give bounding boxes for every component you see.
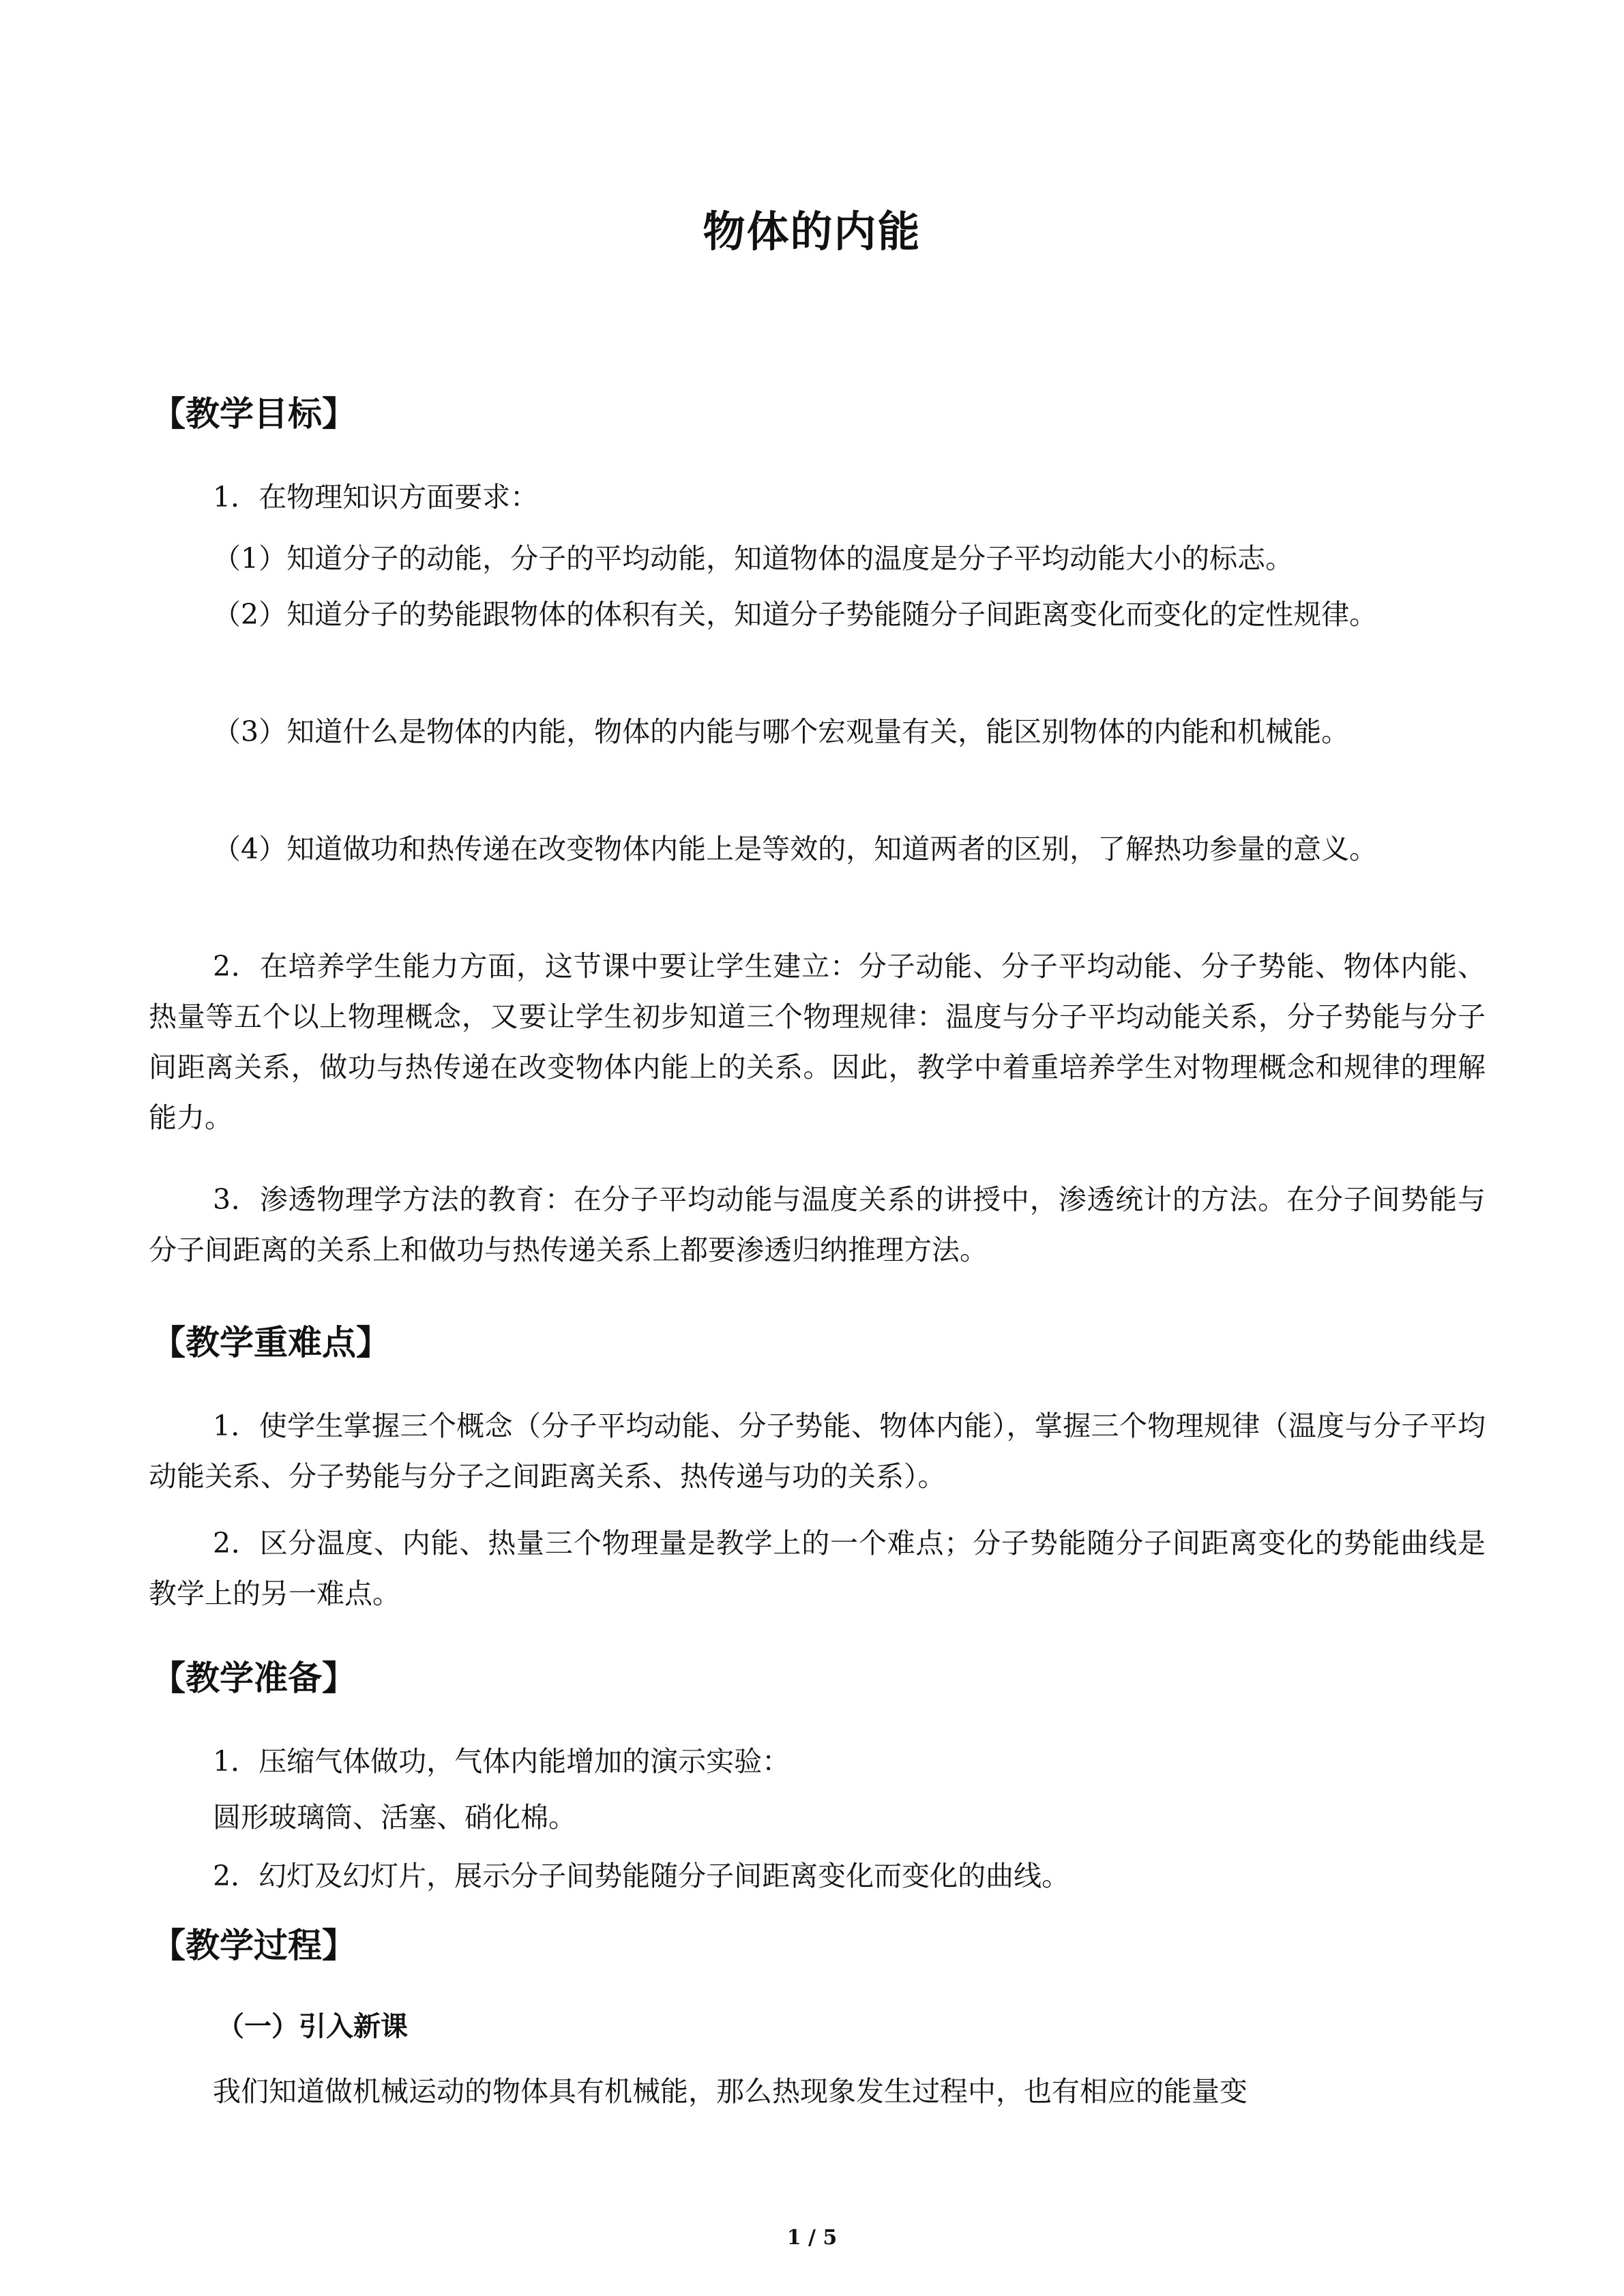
document-title: 物体的内能 [703, 207, 921, 256]
section-heading-key-points: 【教学重难点】 [151, 1323, 390, 1362]
page-number: 1 / 5 [786, 2226, 838, 2250]
objectives-paragraph-1: 1．在物理知识方面要求： [213, 481, 539, 513]
section-heading-objectives: 【教学目标】 [151, 394, 356, 434]
preparation-paragraph-3: 2．幻灯及幻灯片，展示分子间势能随分子间距离变化而变化的曲线。 [213, 1860, 1070, 1892]
objectives-paragraph-2: （1）知道分子的动能，分子的平均动能，知道物体的温度是分子平均动能大小的标志。 [213, 542, 1294, 575]
objectives-paragraph-6: 2．在培养学生能力方面，这节课中要让学生建立：分子动能、分子平均动能、分子势能、物体内能、热量等五个以上物理概念，又要让学生初步知道三个物理规律：温度与分子平均动能关系，分子势能与分子间距离关系，做功与热传递在改变物体内能上的关系。因此，教学中着重培养学生对物理概念和规律的理解能力。 [149, 950, 1486, 1134]
key-points-paragraph-2: 2．区分温度、内能、热量三个物理量是教学上的一个难点；分子势能随分子间距离变化的势能曲线是教学上的另一难点。 [149, 1527, 1486, 1610]
objectives-paragraph-7: 3．渗透物理学方法的教育：在分子平均动能与温度关系的讲授中，渗透统计的方法。在分子间势能与分子间距离的关系上和做功与热传递关系上都要渗透归纳推理方法。 [149, 1183, 1486, 1266]
process-subheading-intro: （一）引入新课 [217, 2011, 408, 2042]
process-paragraph-1: 我们知道做机械运动的物体具有机械能，那么热现象发生过程中，也有相应的能量变 [213, 2075, 1247, 2108]
objectives-paragraph-4: （3）知道什么是物体的内能，物体的内能与哪个宏观量有关，能区别物体的内能和机械能。 [213, 715, 1350, 748]
section-heading-process: 【教学过程】 [151, 1926, 356, 1965]
section-heading-preparation: 【教学准备】 [151, 1658, 356, 1698]
preparation-paragraph-2: 圆形玻璃筒、活塞、硝化棉。 [213, 1801, 576, 1834]
objectives-paragraph-5: （4）知道做功和热传递在改变物体内能上是等效的，知道两者的区别，了解热功参量的意义。 [213, 833, 1378, 865]
preparation-paragraph-1: 1．压缩气体做功，气体内能增加的演示实验： [213, 1745, 791, 1778]
key-points-paragraph-1: 1．使学生掌握三个概念（分子平均动能、分子势能、物体内能），掌握三个物理规律（温度与分子平均动能关系、分子势能与分子之间距离关系、热传递与功的关系）。 [149, 1410, 1486, 1493]
objectives-paragraph-3: （2）知道分子的势能跟物体的体积有关，知道分子势能随分子间距离变化而变化的定性规律。 [213, 598, 1378, 631]
